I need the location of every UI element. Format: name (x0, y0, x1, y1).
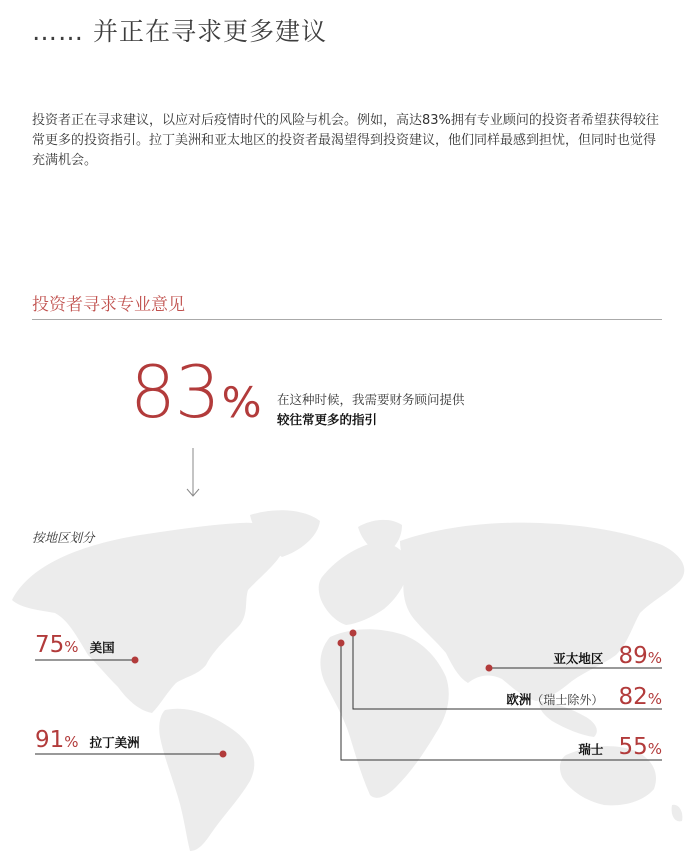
region-name: 亚太地区 (553, 651, 604, 666)
intro-paragraph: 投资者正在寻求建议，以应对后疫情时代的风险与机会。例如，高达83%拥有专业顾问的投资者希望获得较往常更多的投资指引。拉丁美洲和亚太地区的投资者最渴望得到投资建议，他们同样最感到担忧，但同时也觉得充满机会。 (32, 113, 659, 168)
by-region-label: 按地区划分 (32, 530, 95, 545)
headline-stat-value: 83 (130, 350, 220, 434)
region-value: 75 (35, 632, 65, 658)
region-name: 瑞士 (578, 742, 604, 757)
dot-usa (132, 657, 139, 664)
dot-europe (350, 630, 357, 637)
region-value: 89 (618, 643, 648, 669)
dot-switzerland (338, 640, 345, 647)
region-name: 美国 (89, 640, 115, 655)
headline-stat-line2: 较往常更多的指引 (277, 412, 378, 427)
section-heading: 投资者寻求专业意见 (32, 295, 185, 315)
region-value: 55 (618, 734, 648, 760)
callout-apac (553, 645, 662, 668)
region-unit: % (647, 740, 662, 758)
region-unit: % (647, 690, 662, 708)
region-unit: % (64, 733, 79, 751)
region-value: 91 (35, 727, 65, 753)
region-value: 82 (618, 684, 648, 710)
callout-europe (506, 686, 662, 709)
headline-stat-line1: 在这种时候，我需要财务顾问提供 (277, 392, 465, 407)
dot-apac (486, 665, 493, 672)
region-name: 拉丁美洲 (89, 735, 140, 750)
region-unit: % (64, 638, 79, 656)
callout-usa (35, 634, 115, 657)
page-title: …… 并正在寻求更多建议 (32, 17, 327, 46)
dot-latam (220, 751, 227, 758)
region-note: （瑞士除外） (531, 693, 604, 707)
region-name: 欧洲 (506, 692, 532, 707)
callout-switzerland (578, 736, 662, 759)
region-unit: % (647, 649, 662, 667)
callout-latam (35, 729, 140, 752)
headline-stat-unit: % (221, 378, 262, 427)
